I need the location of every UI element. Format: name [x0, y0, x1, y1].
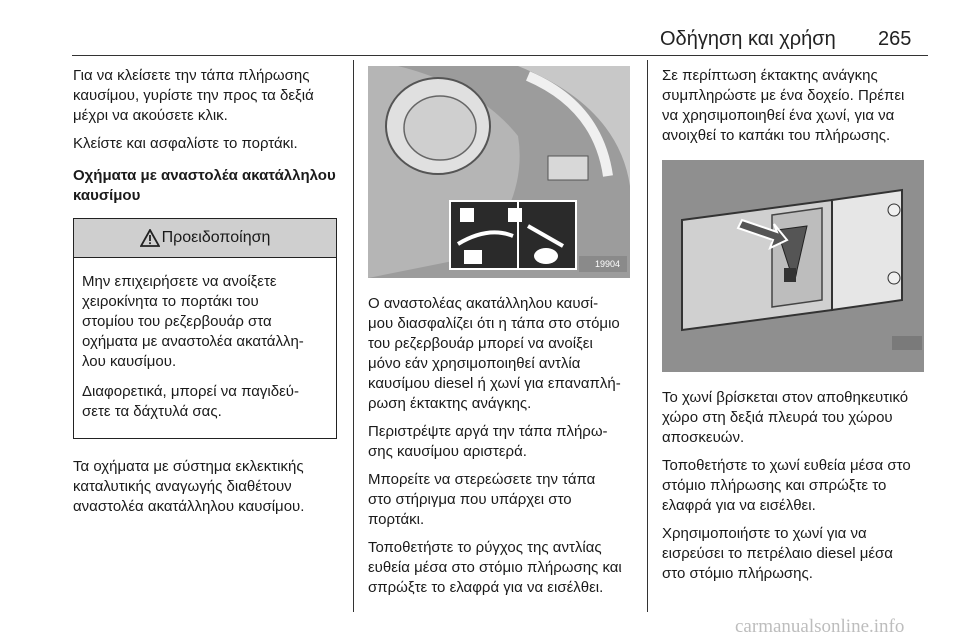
warning-title: Προειδοποίηση [161, 229, 271, 246]
paragraph-funnel-location: Το χωνί βρίσκεται στον αποθηκευτικό χώρο στη δεξιά πλευρά του χώρου αποσκευών. [662, 389, 909, 446]
paragraph-lock-door: Κλείστε και ασφαλίστε το πορτάκι. [73, 135, 298, 152]
paragraph-misfuel-description: Ο αναστολέας ακατάλληλου καυσί- μου διασφαλίζει ότι η τάπα στο στόμιο του ρεζερβουάρ μπορεί να ανοίξει μόνο εάν χρησιμοποιηθεί αντλία καυσίμου diesel ή χωνί για επαναπλή- ρωση έκτακτης ανάγκης. [368, 295, 621, 412]
running-header-title: Οδήγηση και χρήση [660, 28, 836, 50]
warning-triangle-icon [140, 229, 160, 247]
watermark-link[interactable]: carmanualsonline.info [735, 616, 905, 637]
paragraph-scr-vehicles: Τα οχήματα με σύστημα εκλεκτικής καταλυτικής αναγωγής διαθέτουν αναστολέα ακατάλληλου καυσίμου. [73, 458, 305, 515]
page-number: 265 [878, 28, 912, 50]
funnel-storage-drawing [662, 160, 924, 372]
funnel-storage-illustration [662, 160, 924, 372]
warning-box [73, 218, 337, 439]
warning-text-2: Διαφορετικά, μπορεί να παγιδεύ- σετε τα δάχτυλά σας. [82, 383, 299, 420]
section-heading: Οχήματα με αναστολέα ακατάλληλου καυσίμου [73, 167, 336, 204]
header-rule [72, 55, 928, 56]
fuel-filler-drawing [368, 66, 630, 278]
fuel-filler-illustration [368, 66, 630, 278]
paragraph-attach-cap: Μπορείτε να στερεώσετε την τάπα στο στήριγμα που υπάρχει στο πορτάκι. [368, 471, 596, 528]
paragraph-insert-funnel: Τοποθετήστε το χωνί ευθεία μέσα στο στόμιο πλήρωσης και σπρώξτε το ελαφρά για να εισέλθει. [662, 457, 911, 514]
paragraph-pour-diesel: Χρησιμοποιήστε το χωνί για να εισρεύσει το πετρέλαιο diesel μέσα στο στόμιο πλήρωσης. [662, 525, 893, 582]
warning-body [74, 258, 336, 438]
column-2 [368, 66, 636, 606]
figure-code: 19904 [594, 259, 620, 269]
paragraph-turn-cap: Περιστρέψτε αργά την τάπα πλήρω- σης καυσίμου αριστερά. [368, 423, 608, 460]
paragraph-close-cap: Για να κλείσετε την τάπα πλήρωσης καυσίμου, γυρίστε την προς τα δεξιά μέχρι να ακούσετε κλικ. [73, 67, 314, 124]
warning-text-1: Μην επιχειρήσετε να ανοίξετε χειροκίνητα το πορτάκι του στομίου του ρεζερβουάρ στα οχήματα με αναστολέα ακατάλλη- λου καυσίμου. [82, 273, 304, 370]
paragraph-emergency-fill: Σε περίπτωση έκτακτης ανάγκης συμπληρώστε με ένα δοχείο. Πρέπει να χρησιμοποιηθεί ένα χωνί, για να ανοιχθεί το καπάκι του πλήρωσης. [662, 67, 905, 144]
column-1 [73, 66, 341, 525]
column-divider-2 [647, 60, 648, 612]
column-3 [662, 66, 930, 592]
paragraph-insert-nozzle: Τοποθετήστε το ρύγχος της αντλίας ευθεία μέσα στο στόμιο πλήρωσης και σπρώξτε το ελαφρά για να εισέλθει. [368, 539, 622, 596]
warning-header [74, 219, 336, 258]
column-divider-1 [353, 60, 354, 612]
